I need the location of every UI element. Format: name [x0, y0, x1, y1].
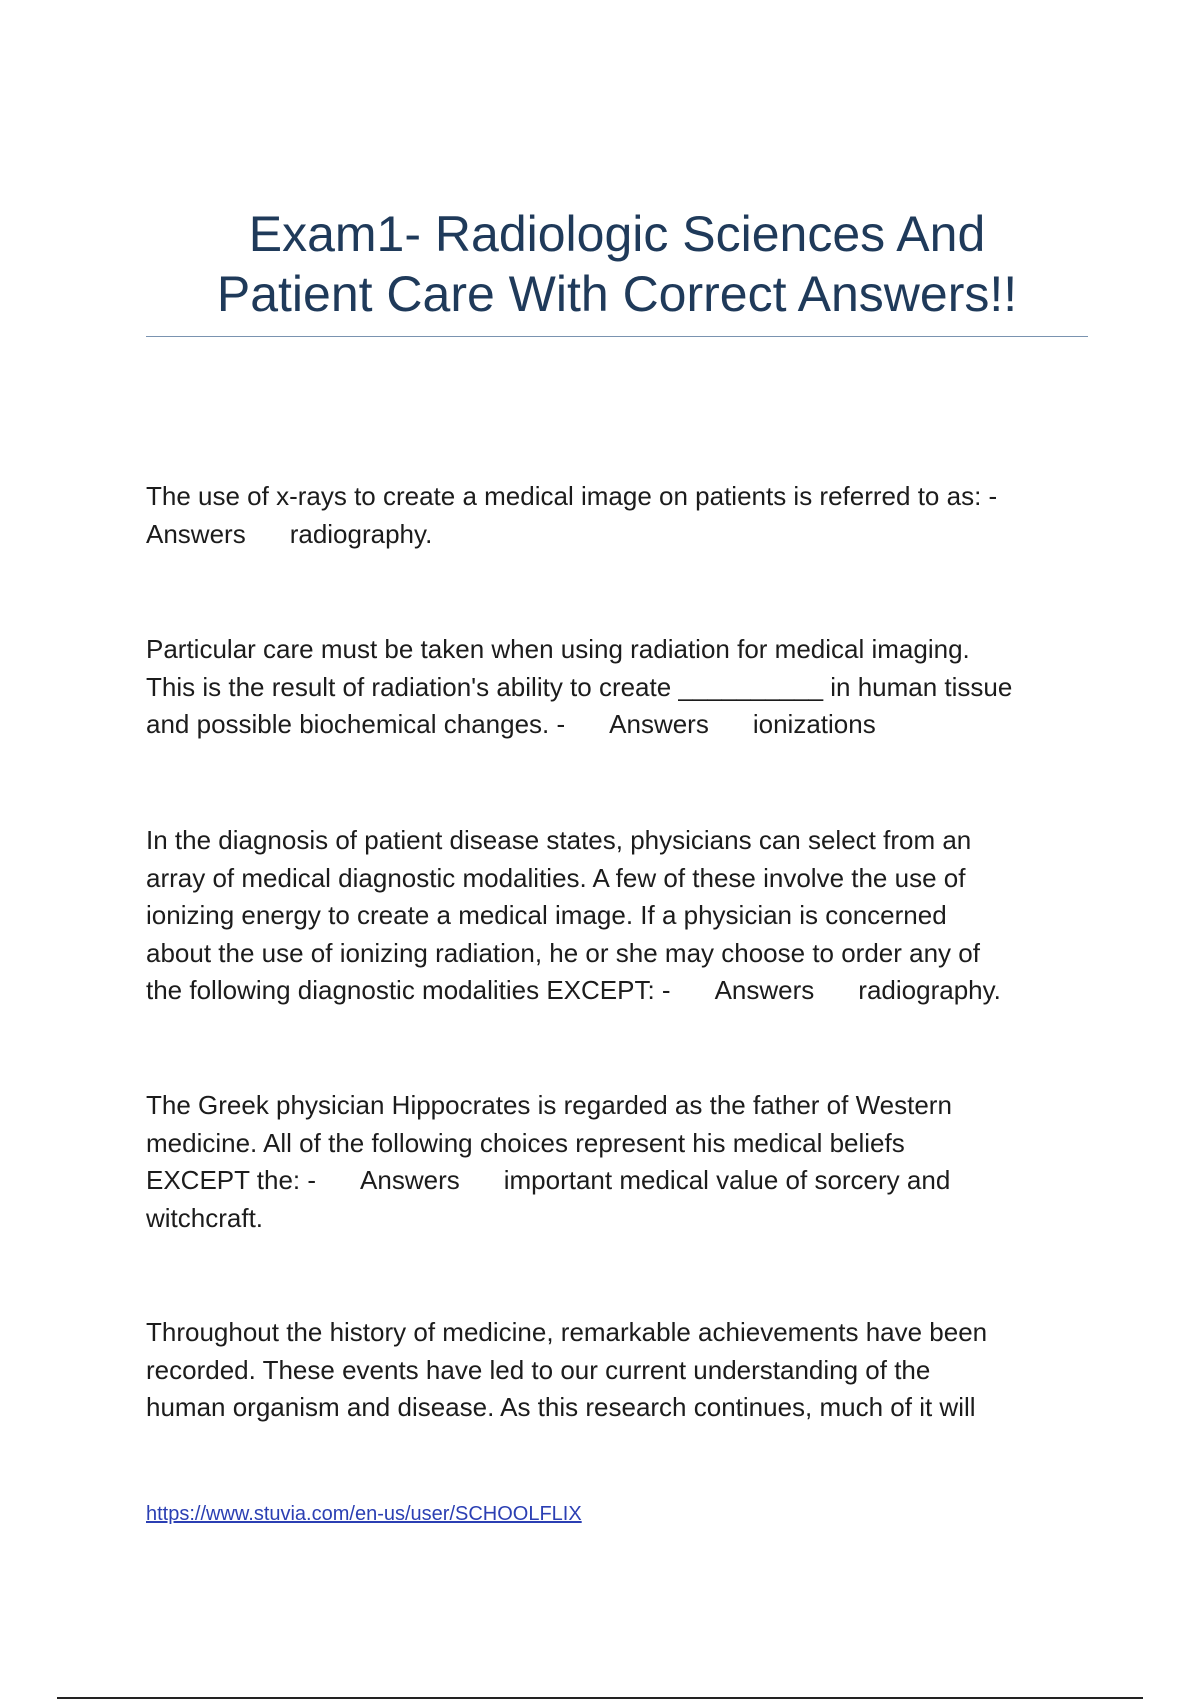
- title-line-2: Patient Care With Correct Answers!!: [216, 266, 1018, 322]
- question-line: human organism and disease. As this research continues, much of it will: [146, 1392, 976, 1422]
- question-line: The use of x-rays to create a medical image on patients is referred to as: -: [146, 481, 998, 511]
- answer-label: Answers: [146, 518, 246, 549]
- question-line: In the diagnosis of patient disease states, physicians can select from an: [146, 825, 972, 855]
- question-line: array of medical diagnostic modalities. A few of these involve the use of: [146, 862, 966, 893]
- question-answer-item: [146, 1087, 1106, 1237]
- question-tail: the following diagnostic modalities EXCEPT: -: [146, 975, 671, 1005]
- answer-text: radiography.: [289, 518, 433, 549]
- question-line: This is the result of radiation's ability to create __________ in human tissue: [146, 671, 1013, 702]
- question-tail: EXCEPT the: -: [146, 1165, 317, 1195]
- answer-line: [146, 1162, 1106, 1200]
- answer-line: [146, 972, 1106, 1010]
- question-line: Particular care must be taken when using radiation for medical imaging.: [146, 634, 970, 664]
- answer-line: [146, 706, 1106, 744]
- question-line: about the use of ionizing radiation, he or she may choose to order any of: [146, 937, 980, 968]
- answer-continued: witchcraft.: [146, 1202, 264, 1233]
- document-title: [146, 204, 1088, 324]
- question-answer-item: [146, 478, 1106, 553]
- answer-label: Answers: [714, 975, 815, 1005]
- answer-label: Answers: [360, 1165, 460, 1195]
- title-divider: [146, 336, 1088, 337]
- question-line: recorded. These events have led to our current understanding of the: [146, 1354, 931, 1385]
- question-answer-item: [146, 1314, 1106, 1427]
- question-answer-item: [146, 631, 1106, 744]
- answer-text: ionizations: [752, 709, 876, 739]
- page-bottom-rule: [57, 1697, 1143, 1699]
- footer-source-link[interactable]: https://www.stuvia.com/en-us/user/SCHOOLFLIX: [146, 1503, 582, 1525]
- question-line: ionizing energy to create a medical image. If a physician is concerned: [146, 900, 947, 930]
- question-line: The Greek physician Hippocrates is regarded as the father of Western: [146, 1090, 952, 1120]
- question-line: Throughout the history of medicine, remarkable achievements have been: [146, 1317, 988, 1347]
- question-tail: and possible biochemical changes. -: [146, 709, 566, 739]
- answer-line: [146, 516, 1106, 554]
- answer-text: important medical value of sorcery and: [503, 1165, 951, 1195]
- answer-text: radiography.: [858, 975, 1001, 1005]
- answer-label: Answers: [609, 709, 709, 739]
- title-line-1: Exam1- Radiologic Sciences And: [248, 206, 986, 262]
- question-line: medicine. All of the following choices represent his medical beliefs: [146, 1127, 905, 1158]
- question-answer-item: [146, 822, 1106, 1010]
